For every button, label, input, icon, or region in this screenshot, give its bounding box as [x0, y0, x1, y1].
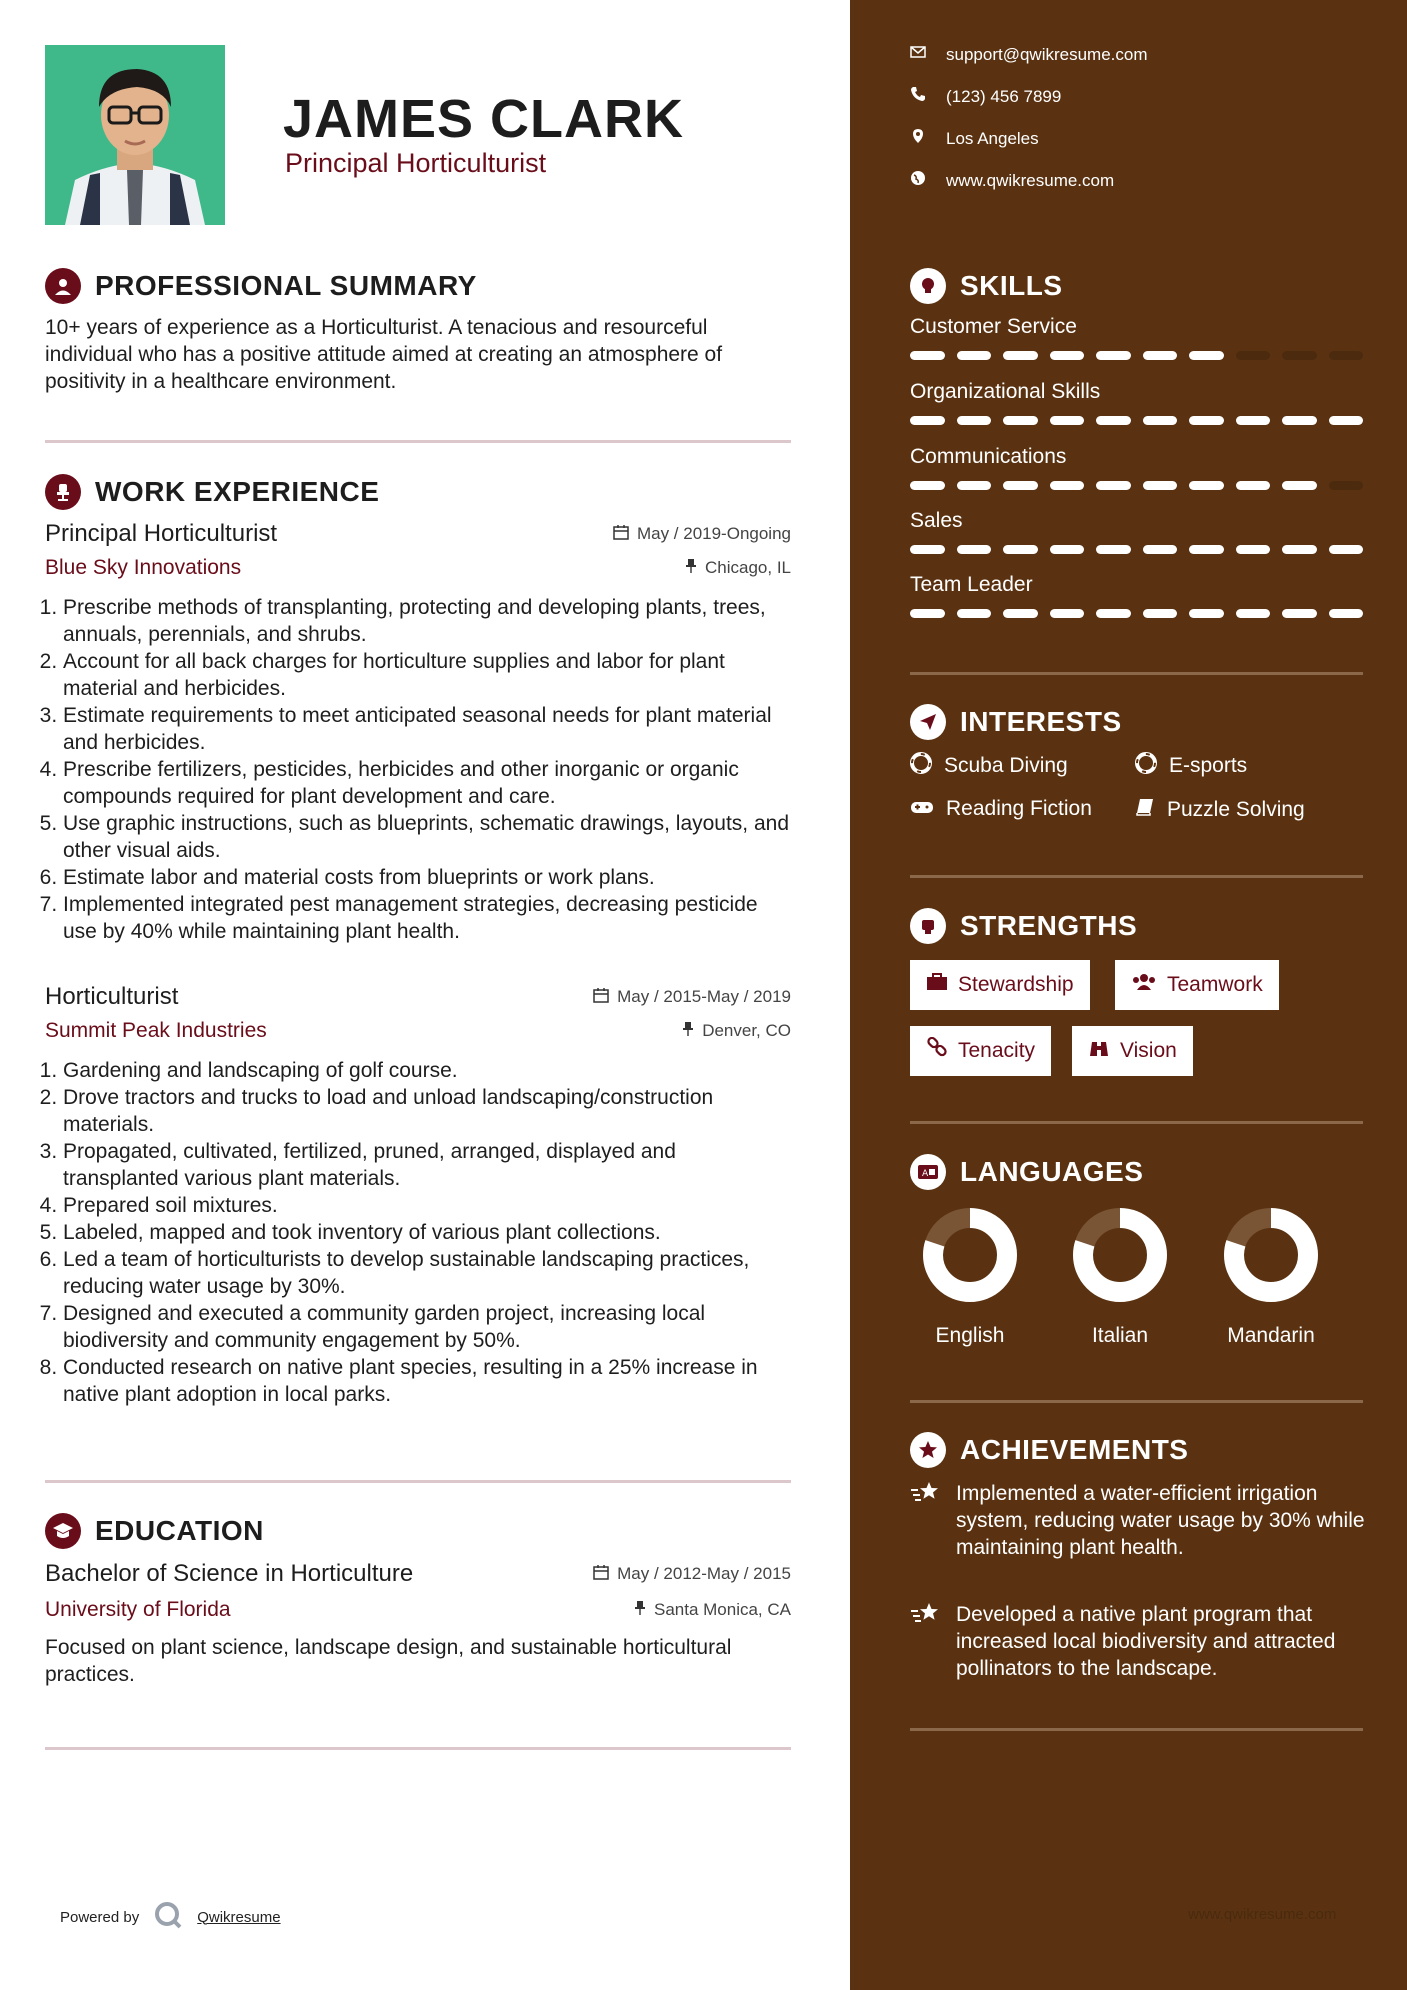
education-location-text: Santa Monica, CA	[653, 1600, 791, 1619]
section-divider	[45, 1480, 791, 1483]
list-item: 3. Estimate requirements to meet anticipated seasonal needs for plant material and herbicides.	[63, 702, 791, 756]
section-divider	[910, 1121, 1363, 1124]
list-item: 5. Labeled, mapped and took inventory of various plant collections.	[63, 1219, 791, 1246]
skill-dot	[1143, 545, 1178, 554]
skill-dot	[1143, 481, 1178, 490]
language-gauge	[922, 1207, 1018, 1303]
briefcase-icon	[926, 973, 948, 997]
job-title: Principal Horticulturist	[45, 520, 278, 547]
interest-item	[1135, 752, 1247, 780]
sidebar	[850, 0, 1407, 1990]
skill-rating	[910, 416, 1363, 425]
interest-item	[910, 752, 1068, 780]
skill-rating	[910, 351, 1363, 360]
strength-label: Teamwork	[1167, 973, 1263, 996]
skill-dot	[1329, 351, 1364, 360]
job-entry-1	[45, 520, 791, 945]
education-dates	[593, 1564, 791, 1585]
skill-dot	[910, 351, 945, 360]
contact-email-text[interactable]: support@qwikresume.com	[946, 44, 1148, 64]
skill-dot	[1143, 351, 1178, 360]
school-name: University of Florida	[45, 1598, 231, 1621]
skill-dot	[1189, 609, 1224, 618]
skill-dot	[1282, 481, 1317, 490]
candidate-name: JAMES CLARK	[283, 89, 685, 149]
skill-dot	[1189, 481, 1224, 490]
star-badge-icon	[910, 1432, 946, 1468]
binoculars-icon	[1088, 1038, 1110, 1064]
life-ring-icon	[1135, 752, 1157, 780]
job-dates	[613, 524, 791, 545]
link-icon	[926, 1037, 948, 1065]
interest-label: Scuba Diving	[944, 754, 1068, 777]
list-item: 3. Propagated, cultivated, fertilized, pruned, arranged, displayed and transplanted various plant materials.	[63, 1138, 791, 1192]
skill-dot	[1003, 481, 1038, 490]
skill-dot	[1329, 481, 1364, 490]
life-ring-icon	[910, 752, 932, 780]
skill-dot	[1236, 351, 1271, 360]
strengths-heading	[910, 908, 1137, 944]
skill-dot	[1050, 545, 1085, 554]
skill-dot	[1050, 609, 1085, 618]
contact-location-text: Los Angeles	[946, 128, 1039, 148]
education-dates-text: May / 2012-May / 2015	[617, 1564, 791, 1583]
office-chair-icon	[45, 474, 81, 510]
interest-item	[910, 797, 1092, 821]
skill-dot	[1282, 416, 1317, 425]
watermark-url: www.qwikresume.com	[1188, 1906, 1337, 1923]
users-icon	[1131, 973, 1157, 997]
interest-label: Puzzle Solving	[1167, 798, 1305, 821]
skill-dot	[1003, 351, 1038, 360]
list-item: 1. Gardening and landscaping of golf course.	[63, 1057, 791, 1084]
paper-plane-icon	[910, 704, 946, 740]
calendar-icon	[613, 524, 629, 545]
powered-by-label: Powered by	[60, 1908, 140, 1926]
list-item: 7. Designed and executed a community garden project, increasing local biodiversity and community engagement by 50%.	[63, 1300, 791, 1354]
section-divider	[45, 440, 791, 443]
job-location-text: Chicago, IL	[705, 558, 791, 577]
interest-label: E-sports	[1169, 754, 1248, 777]
section-divider	[45, 1747, 791, 1750]
skill-dot	[1003, 545, 1038, 554]
duty-list	[45, 594, 791, 945]
experience-title: WORK EXPERIENCE	[95, 476, 380, 507]
job-entry-2	[45, 983, 791, 1408]
education-description: Focused on plant science, landscape design, and sustainable horticultural practices.	[45, 1636, 732, 1686]
job-location	[682, 1021, 791, 1042]
skill-item	[910, 315, 1363, 360]
section-divider	[910, 1728, 1363, 1731]
skill-dot	[1189, 351, 1224, 360]
skill-name: Team Leader	[910, 573, 1033, 596]
language-name: Italian	[1091, 1324, 1149, 1347]
education-heading	[45, 1513, 264, 1549]
svg-text:A: A	[922, 1169, 929, 1179]
section-divider	[910, 672, 1363, 675]
interest-label: Reading Fiction	[946, 797, 1092, 820]
candidate-title: Principal Horticulturist	[285, 148, 547, 178]
skill-dot	[1096, 416, 1131, 425]
qwikresume-link[interactable]: Qwikresume	[197, 1908, 281, 1926]
skill-name: Organizational Skills	[910, 380, 1101, 403]
language-item	[1060, 1207, 1180, 1348]
skill-item	[910, 445, 1363, 490]
skill-dot	[1003, 416, 1038, 425]
contact-website-text[interactable]: www.qwikresume.com	[946, 170, 1115, 190]
summary-title: PROFESSIONAL SUMMARY	[95, 270, 477, 301]
list-item: 2. Drove tractors and trucks to load and unload landscaping/construction materials.	[63, 1084, 791, 1138]
skill-rating	[910, 609, 1363, 618]
section-divider	[910, 1400, 1363, 1403]
language-item	[1211, 1207, 1331, 1348]
skill-dot	[1236, 416, 1271, 425]
shooting-star-icon	[910, 1480, 942, 1561]
skill-dot	[910, 481, 945, 490]
calendar-icon	[593, 987, 609, 1008]
list-item: 4. Prepared soil mixtures.	[63, 1192, 791, 1219]
skill-dot	[1096, 545, 1131, 554]
strength-chip	[1072, 1026, 1193, 1076]
skill-dot	[1282, 609, 1317, 618]
list-item: 8. Conducted research on native plant species, resulting in a 25% increase in native plant adoption in local parks.	[63, 1354, 791, 1408]
skill-dot	[957, 481, 992, 490]
strengths-title: STRENGTHS	[960, 910, 1138, 941]
degree-title: Bachelor of Science in Horticulture	[45, 1560, 414, 1587]
language-icon	[910, 1154, 946, 1190]
interests-title: INTERESTS	[960, 706, 1122, 737]
skill-dot	[1329, 416, 1364, 425]
language-name: Mandarin	[1227, 1324, 1315, 1347]
interest-item	[1135, 797, 1305, 823]
strength-label: Stewardship	[958, 973, 1074, 996]
education-title: EDUCATION	[95, 1515, 264, 1546]
skill-dot	[1003, 609, 1038, 618]
skill-dot	[1189, 545, 1224, 554]
achievement-text: Implemented a water-efficient irrigation system, reducing water usage by 30% while maintaining plant health.	[956, 1482, 1365, 1559]
contact-phone	[910, 86, 1061, 107]
achievement-item	[910, 1601, 1370, 1682]
contact-website	[910, 170, 1114, 191]
globe-icon	[910, 170, 926, 191]
user-icon	[45, 268, 81, 304]
skill-dot	[1236, 545, 1271, 554]
contact-location	[910, 128, 1039, 149]
skill-dot	[957, 416, 992, 425]
strength-chip	[910, 1026, 1051, 1076]
skill-item	[910, 380, 1363, 425]
skill-dot	[1282, 545, 1317, 554]
duty-list	[45, 1057, 791, 1408]
strength-chip	[1115, 960, 1279, 1010]
strength-chip	[910, 960, 1090, 1010]
powered-by-footer	[60, 1900, 281, 1934]
pin-icon	[685, 558, 697, 579]
strength-label: Vision	[1120, 1039, 1177, 1062]
achievements-title: ACHIEVEMENTS	[960, 1434, 1189, 1465]
company-name: Summit Peak Industries	[45, 1019, 267, 1042]
skill-dot	[1329, 609, 1364, 618]
skill-name: Communications	[910, 445, 1067, 468]
calendar-icon	[593, 1564, 609, 1585]
skill-dot	[910, 416, 945, 425]
skill-dot	[910, 609, 945, 618]
skill-dot	[1050, 351, 1085, 360]
summary-text: 10+ years of experience as a Horticulturist. A tenacious and resourceful individual who has a positive attitude aimed at creating an atmosphere of positivity in a healthcare environment.	[45, 316, 723, 393]
skill-dot	[1236, 609, 1271, 618]
summary-heading	[45, 268, 477, 304]
skill-dot	[910, 545, 945, 554]
pin-icon	[682, 1021, 694, 1042]
skill-rating	[910, 481, 1363, 490]
skill-dot	[1282, 351, 1317, 360]
skill-dot	[1143, 609, 1178, 618]
envelope-icon	[910, 44, 926, 65]
skill-item	[910, 573, 1363, 618]
skill-dot	[957, 545, 992, 554]
contact-email	[910, 44, 1148, 65]
job-dates-text: May / 2015-May / 2019	[617, 987, 791, 1006]
qwikresume-logo-icon	[153, 1900, 183, 1934]
book-icon	[1135, 797, 1155, 823]
fist-icon	[910, 908, 946, 944]
company-name: Blue Sky Innovations	[45, 556, 242, 579]
language-name: English	[935, 1324, 1005, 1347]
phone-icon	[910, 86, 926, 107]
job-dates	[593, 987, 791, 1008]
skill-dot	[1096, 481, 1131, 490]
skill-dot	[1050, 416, 1085, 425]
skill-dot	[1096, 351, 1131, 360]
education-location	[634, 1600, 791, 1621]
pin-icon	[634, 1600, 646, 1621]
skill-dot	[1050, 481, 1085, 490]
skill-item	[910, 509, 1363, 554]
list-item: 6. Led a team of horticulturists to develop sustainable landscaping practices, reducing water usage by 30%.	[63, 1246, 791, 1300]
skills-heading	[910, 268, 1063, 304]
language-gauge	[1223, 1207, 1319, 1303]
skill-dot	[957, 609, 992, 618]
skill-name: Customer Service	[910, 315, 1077, 338]
strength-label: Tenacity	[958, 1039, 1036, 1062]
education-entry	[45, 1560, 791, 1688]
gamepad-icon	[910, 797, 934, 821]
achievement-text: Developed a native plant program that increased local biodiversity and attracted pollinators to the landscape.	[956, 1603, 1336, 1680]
contact-phone-text[interactable]: (123) 456 7899	[946, 86, 1062, 106]
languages-title: LANGUAGES	[960, 1156, 1144, 1187]
skill-name: Sales	[910, 509, 963, 532]
skill-dot	[1096, 609, 1131, 618]
list-item: 2. Account for all back charges for horticulture supplies and labor for plant material and herbicides.	[63, 648, 791, 702]
shooting-star-icon	[910, 1601, 942, 1682]
language-gauge	[1072, 1207, 1168, 1303]
job-location	[685, 558, 791, 579]
languages-heading	[910, 1154, 1143, 1190]
achievement-item	[910, 1480, 1370, 1561]
skill-dot	[957, 351, 992, 360]
profile-photo	[45, 45, 225, 225]
skill-rating	[910, 545, 1363, 554]
skill-dot	[1236, 481, 1271, 490]
list-item: 7. Implemented integrated pest management strategies, decreasing pesticide use by 40% while maintaining plant health.	[63, 891, 791, 945]
job-title: Horticulturist	[45, 983, 179, 1010]
experience-heading	[45, 474, 379, 510]
interests-heading	[910, 704, 1122, 740]
list-item: 5. Use graphic instructions, such as blueprints, schematic drawings, layouts, and other visual aids.	[63, 810, 791, 864]
list-item: 1. Prescribe methods of transplanting, protecting and developing plants, trees, annuals, perennials, and shrubs.	[63, 594, 791, 648]
lightbulb-icon	[910, 268, 946, 304]
language-item	[910, 1207, 1030, 1348]
graduation-cap-icon	[45, 1513, 81, 1549]
skill-dot	[1143, 416, 1178, 425]
skill-dot	[1329, 545, 1364, 554]
map-marker-icon	[910, 128, 926, 149]
job-location-text: Denver, CO	[702, 1021, 791, 1040]
list-item: 6. Estimate labor and material costs from blueprints or work plans.	[63, 864, 791, 891]
job-dates-text: May / 2019-Ongoing	[636, 524, 791, 543]
section-divider	[910, 875, 1363, 878]
skill-dot	[1189, 416, 1224, 425]
achievements-heading	[910, 1432, 1188, 1468]
list-item: 4. Prescribe fertilizers, pesticides, herbicides and other inorganic or organic compounds required for plant development and care.	[63, 756, 791, 810]
skills-title: SKILLS	[960, 270, 1063, 301]
